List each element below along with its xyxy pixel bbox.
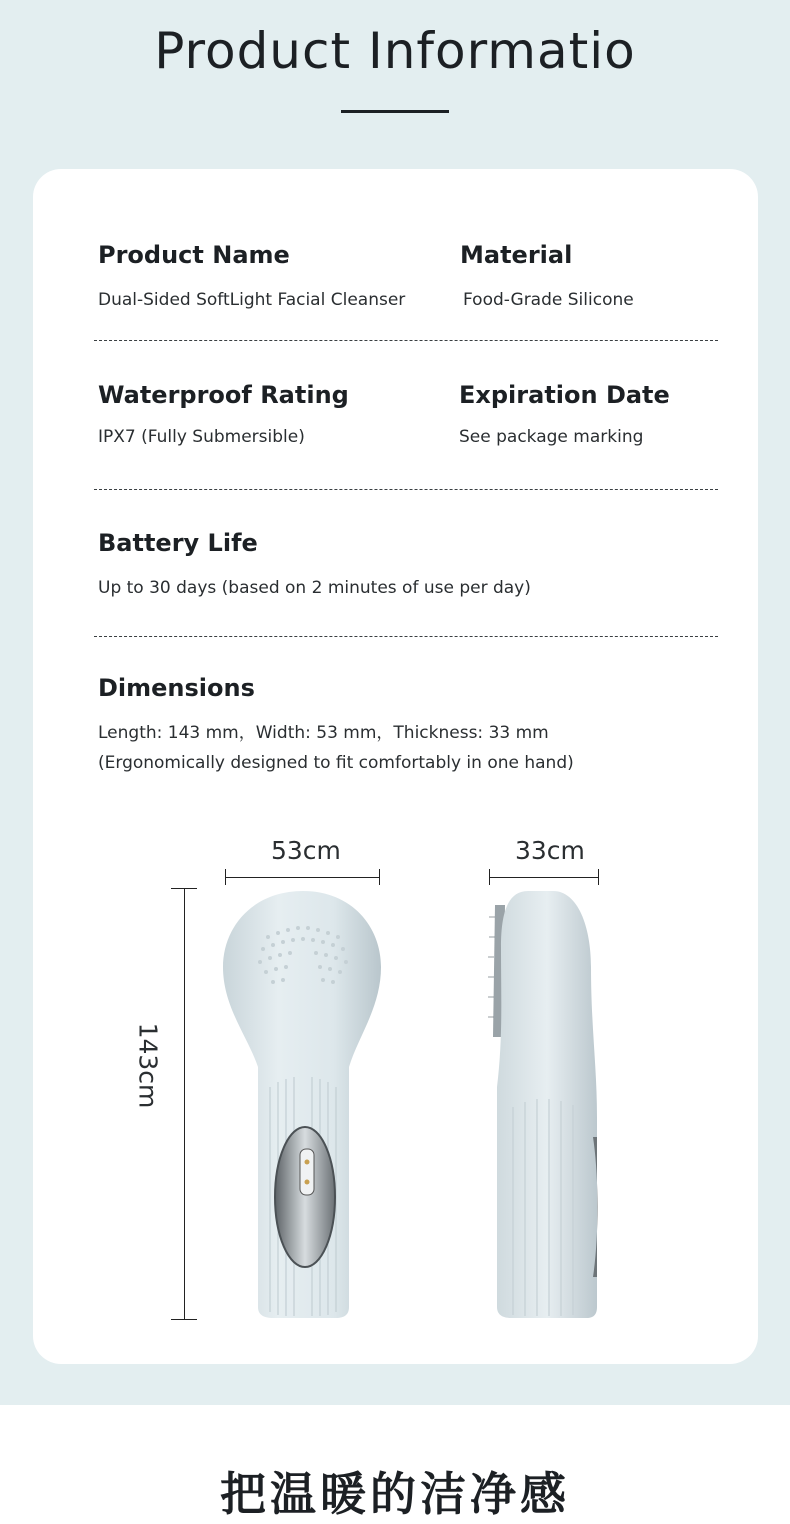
expiration-value: See package marking	[459, 427, 644, 447]
page-title: Product Informatio	[154, 22, 636, 80]
divider-2	[94, 489, 718, 490]
device-front-view	[218, 887, 388, 1321]
width-dimension-label: 53cm	[271, 836, 341, 865]
battery-label: Battery Life	[98, 529, 258, 557]
dimensions-value-line2: (Ergonomically designed to fit comfortably in one hand)	[98, 753, 574, 773]
device-side-view	[483, 887, 603, 1321]
width-dimension-line	[225, 877, 380, 878]
thickness-dimension-line	[489, 877, 599, 878]
length-dimension-line	[184, 888, 185, 1320]
material-value: Food-Grade Silicone	[463, 290, 634, 310]
dimensions-value-line1: Length: 143 mm，Width: 53 mm，Thickness: 33 mm	[98, 723, 549, 743]
material-label: Material	[460, 241, 573, 269]
dimensions-label: Dimensions	[98, 674, 255, 702]
divider-1	[94, 340, 718, 341]
waterproof-label: Waterproof Rating	[98, 381, 349, 409]
divider-3	[94, 636, 718, 637]
section-heading: 把温暖的洁净感	[220, 1467, 570, 1521]
length-dimension-label: 143cm	[133, 1022, 163, 1109]
waterproof-value: IPX7 (Fully Submersible)	[98, 427, 305, 447]
battery-value: Up to 30 days (based on 2 minutes of use per day)	[98, 578, 531, 598]
spec-card	[33, 169, 758, 1364]
product-name-label: Product Name	[98, 241, 290, 269]
expiration-label: Expiration Date	[459, 381, 670, 409]
title-underline	[341, 110, 449, 113]
thickness-dimension-label: 33cm	[515, 836, 585, 865]
product-name-value: Dual-Sided SoftLight Facial Cleanser	[98, 290, 406, 310]
